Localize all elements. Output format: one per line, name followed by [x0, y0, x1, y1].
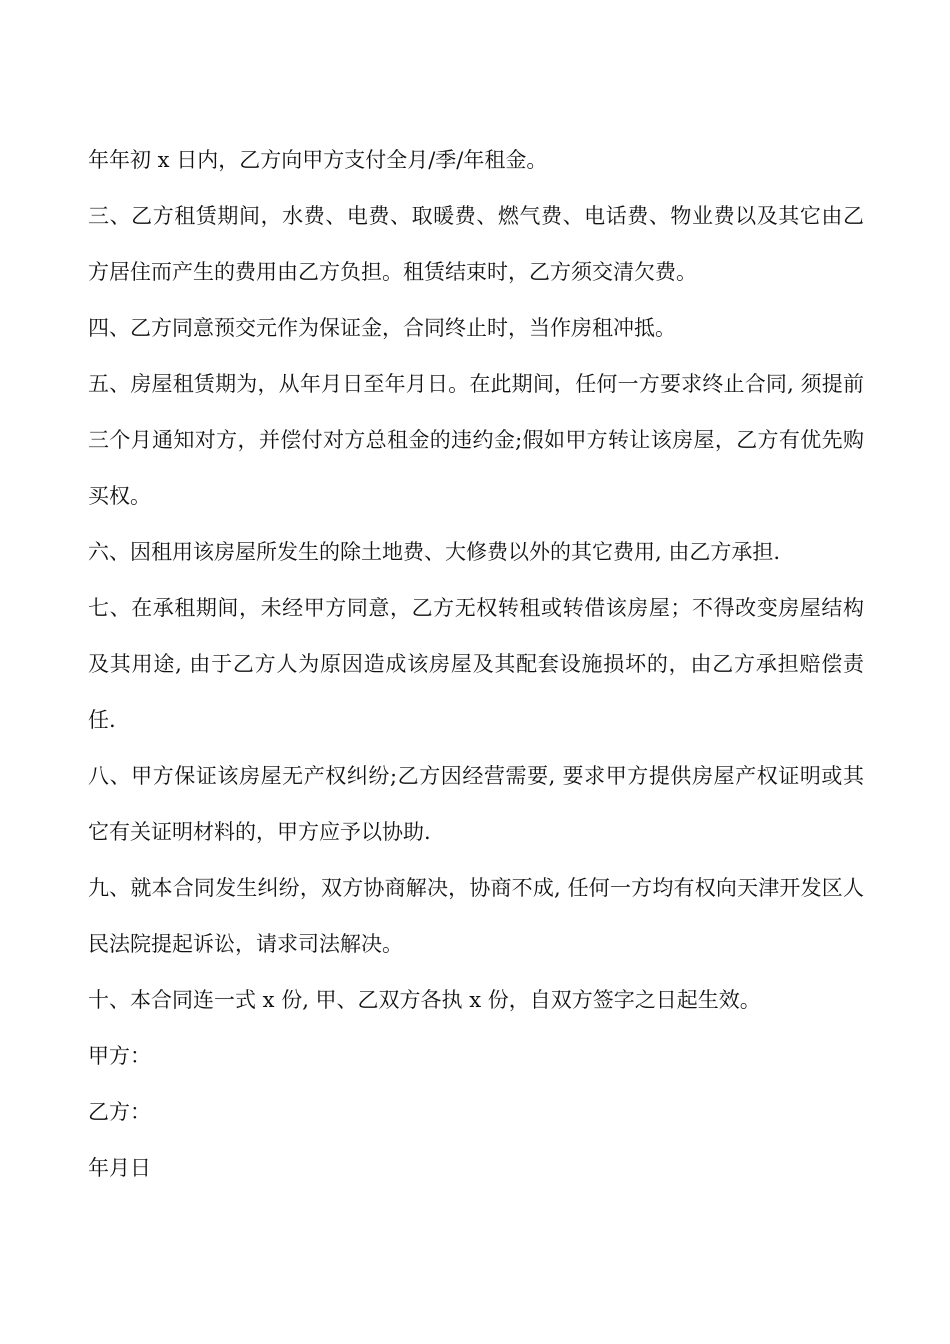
clause-3-fees: 三、乙方租赁期间，水费、电费、取暖费、燃气费、电话费、物业费以及其它由乙方居住而产生的费用由乙方负担。租赁结束时，乙方须交清欠费。: [88, 204, 864, 284]
clause-10-copies: 十、本合同连一式 x 份, 甲、乙双方各执 x 份，自双方签字之日起生效。: [88, 988, 761, 1012]
document-body: [88, 132, 864, 1196]
clause-5-term: 五、房屋租赁期为，从年月日至年月日。在此期间，任何一方要求终止合同, 须提前三个月通知对方，并偿付对方总租金的违约金;假如甲方转让该房屋，乙方有优先购买权。: [88, 372, 864, 508]
party-b-signature: 乙方：: [88, 1100, 151, 1124]
signing-date: 年月日: [88, 1156, 151, 1180]
clause-6-costs: 六、因租用该房屋所发生的除土地费、大修费以外的其它费用, 由乙方承担.: [88, 540, 781, 564]
party-a-signature: 甲方：: [88, 1044, 151, 1068]
clause-7-sublease: 七、在承租期间，未经甲方同意，乙方无权转租或转借该房屋；不得改变房屋结构及其用途, 由于乙方人为原因造成该房屋及其配套设施损坏的，由乙方承担赔偿责任.: [88, 596, 864, 732]
clause-4-deposit: 四、乙方同意预交元作为保证金，合同终止时，当作房租冲抵。: [88, 316, 676, 340]
clause-8-title: 八、甲方保证该房屋无产权纠纷;乙方因经营需要, 要求甲方提供房屋产权证明或其它有关证明材料的，甲方应予以协助.: [88, 764, 864, 844]
clause-9-disputes: 九、就本合同发生纠纷，双方协商解决，协商不成, 任何一方均有权向天津开发区人民法院提起诉讼，请求司法解决。: [88, 876, 864, 956]
paragraph-rent-payment: 年年初 x 日内，乙方向甲方支付全月/季/年租金。: [88, 148, 548, 172]
